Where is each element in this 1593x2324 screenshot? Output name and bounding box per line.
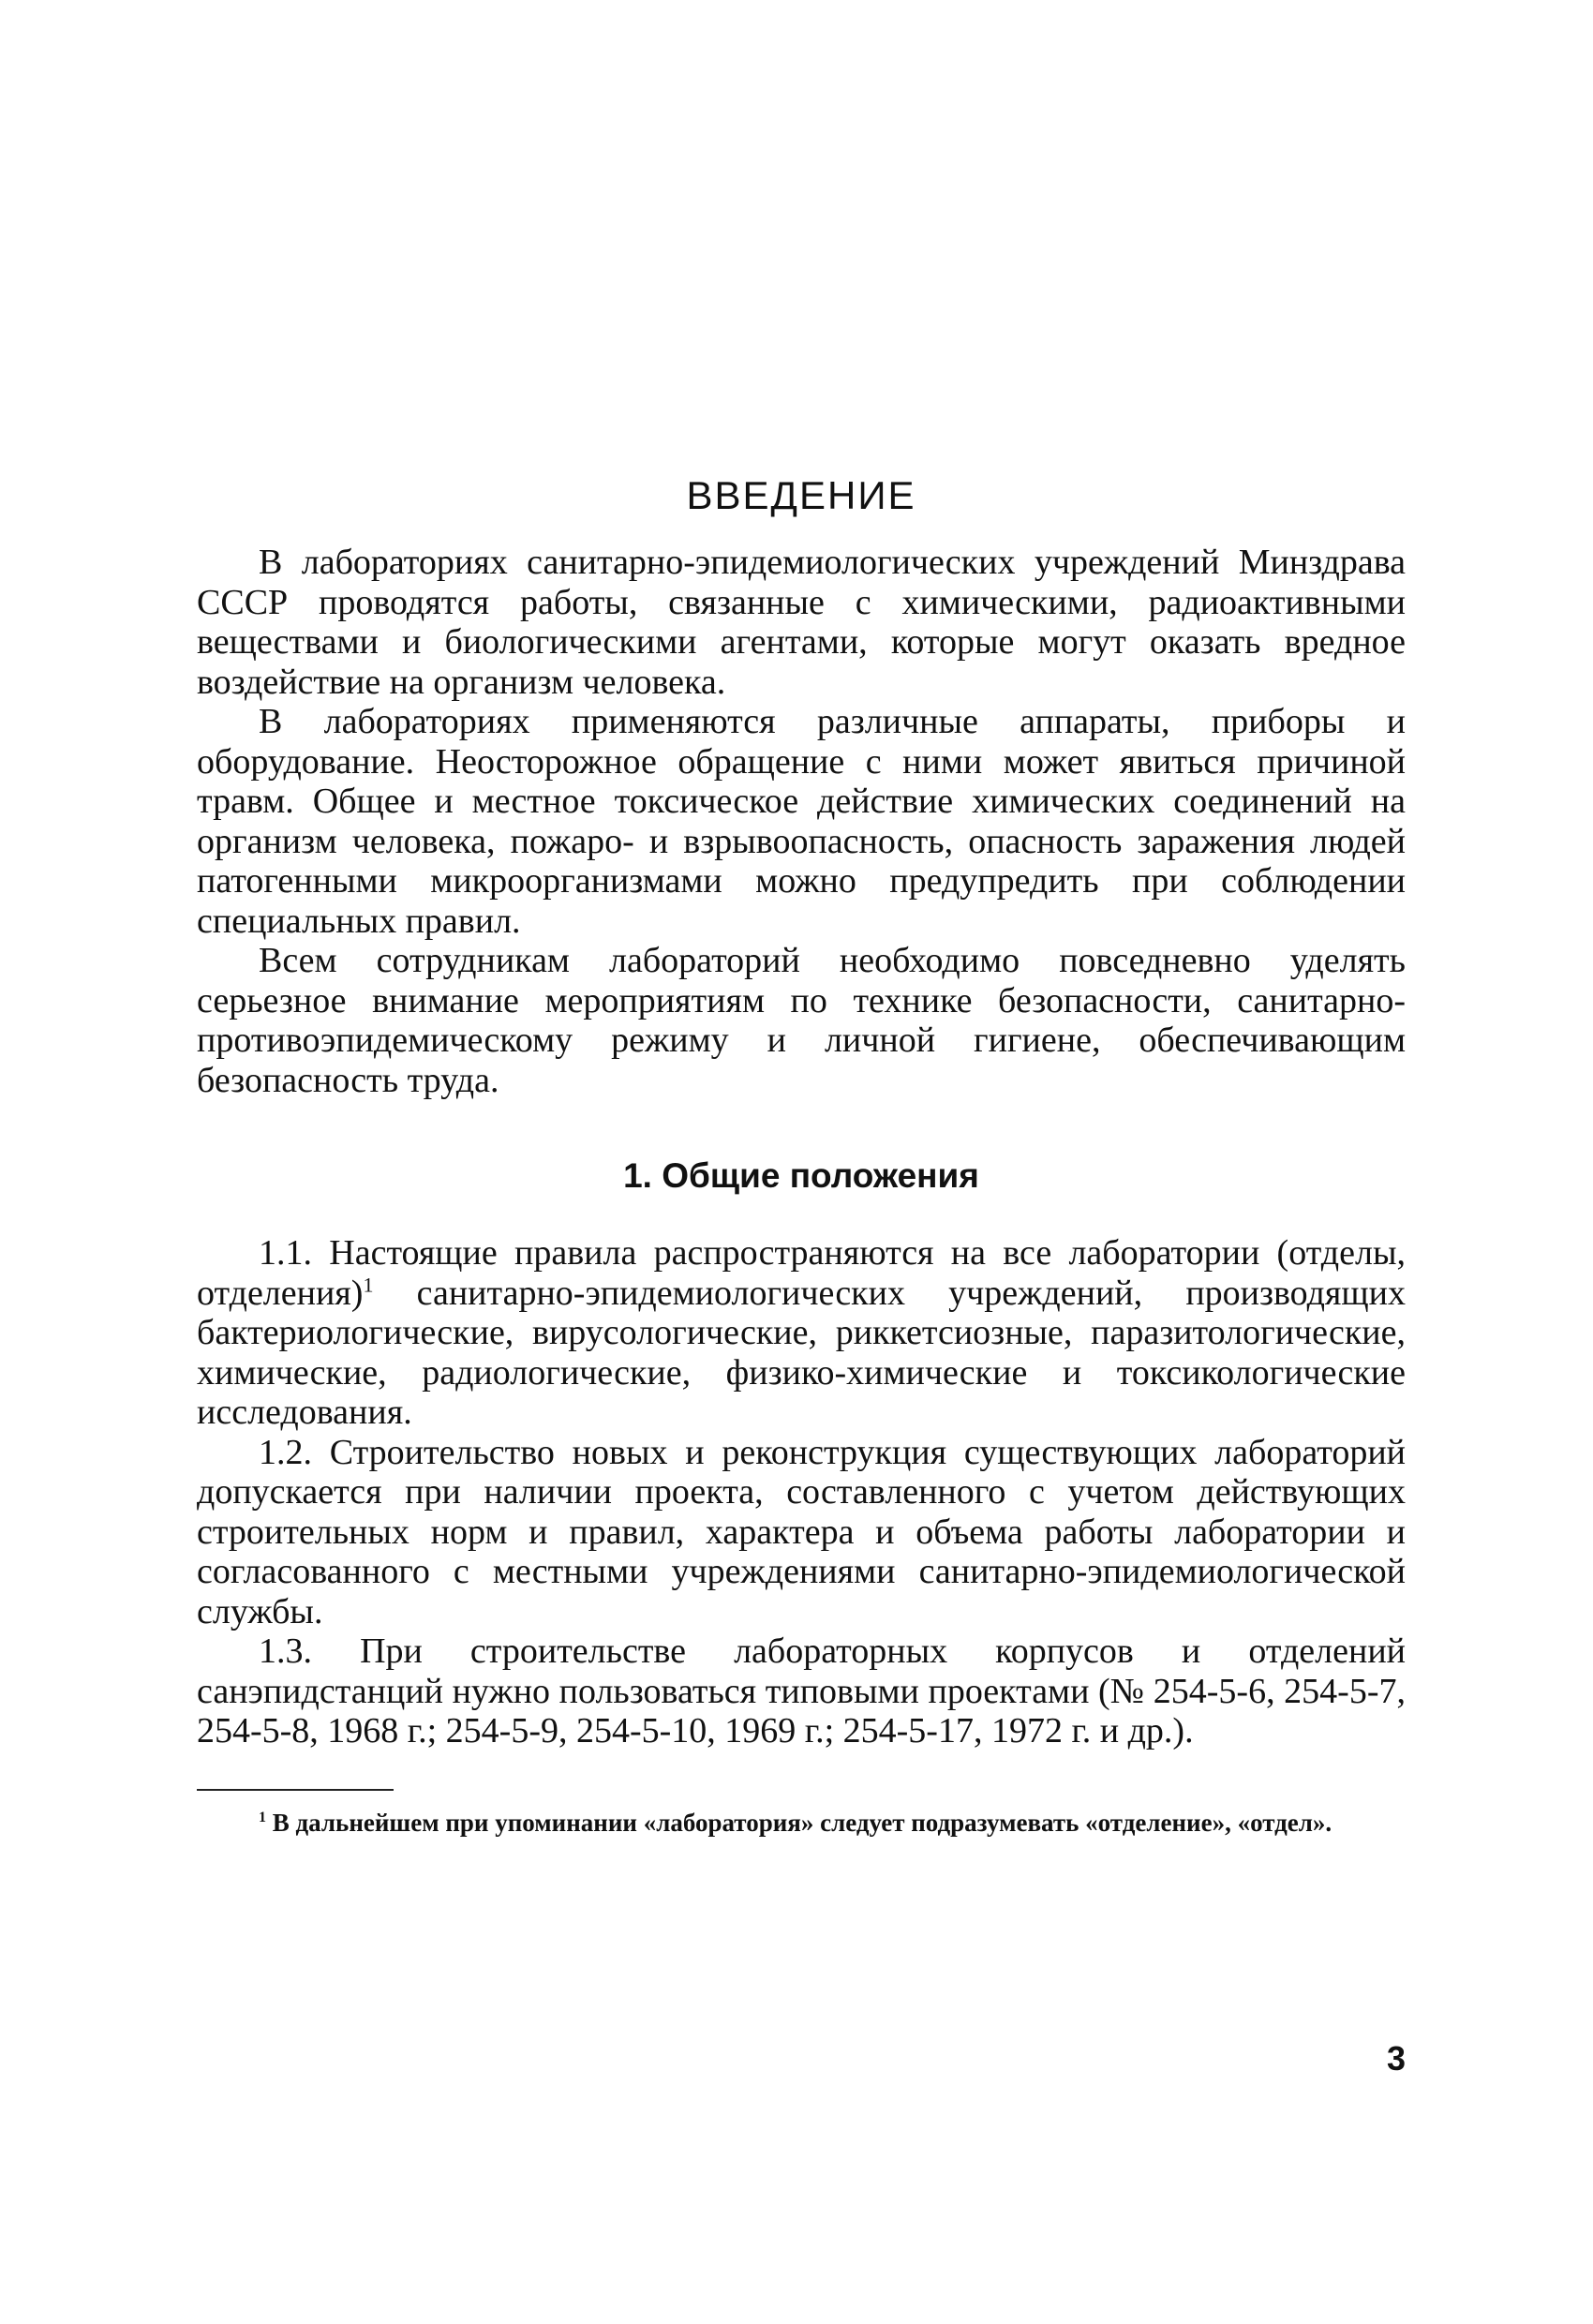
- page-number: 3: [1386, 2039, 1406, 2078]
- clause-1-1-continuation: санитарно-эпидемиологических учреждений, производящих бактериологические, вирусологические, риккетсиозные, паразитологические, химические, радиологические, физико-химические и токсикологические исследования.: [197, 1273, 1406, 1432]
- footnote: [197, 1808, 1406, 1838]
- footnote-divider: [197, 1789, 394, 1791]
- clause-1-3: 1.3. При строительстве лабораторных корпусов и отделений санэпидстанций нужно пользоваться типовыми проектами (№ 254-5-6, 254-5-7, 254-5-8, 1968 г.; 254-5-9, 254-5-10, 1969 г.; 254-5-17, 1972 г. и др.).: [197, 1631, 1406, 1750]
- page-title: ВВЕДЕНИЕ: [686, 473, 916, 517]
- footnote-marker: 1: [259, 1809, 266, 1825]
- page-content: [197, 473, 1406, 1838]
- intro-paragraph-3: Всем сотрудникам лабораторий необходимо повседневно уделять серьезное внимание мероприятиям по технике безопасности, санитарно-противоэпидемическому режиму и личной гигиене, обеспечивающим безопасность труда.: [197, 941, 1406, 1100]
- footnote-text: В дальнейшем при упоминании «лаборатория» следует подразумевать «отделение», «отдел».: [272, 1808, 1332, 1837]
- clause-1-1-text: 1.1. Настоящие правила распространяются на все лаборатории (отделы, отделения): [197, 1233, 1406, 1313]
- section-heading: 1. Общие положения: [623, 1156, 979, 1195]
- footnote-reference[interactable]: 1: [363, 1272, 374, 1296]
- clause-1-1: [197, 1233, 1406, 1433]
- intro-paragraph-2: В лабораториях применяются различные аппараты, приборы и оборудование. Неосторожное обращение с ними может явиться причиной травм. Общее и местное токсическое действие химических соединений на организм человека, пожаро- и взрывоопасность, опасность заражения людей патогенными микроорганизмами можно предупредить при соблюдении специальных правил.: [197, 702, 1406, 941]
- intro-paragraph-1: В лабораториях санитарно-эпидемиологических учреждений Минздрава СССР проводятся работы, связанные с химическими, радиоактивными веществами и биологическими агентами, которые могут оказать вредное воздействие на организм человека.: [197, 543, 1406, 702]
- clause-1-2: 1.2. Строительство новых и реконструкция существующих лабораторий допускается при наличии проекта, составленного с учетом действующих строительных норм и правил, характера и объема работы лаборатории и согласованного с местными учреждениями санитарно-эпидемиологической службы.: [197, 1432, 1406, 1631]
